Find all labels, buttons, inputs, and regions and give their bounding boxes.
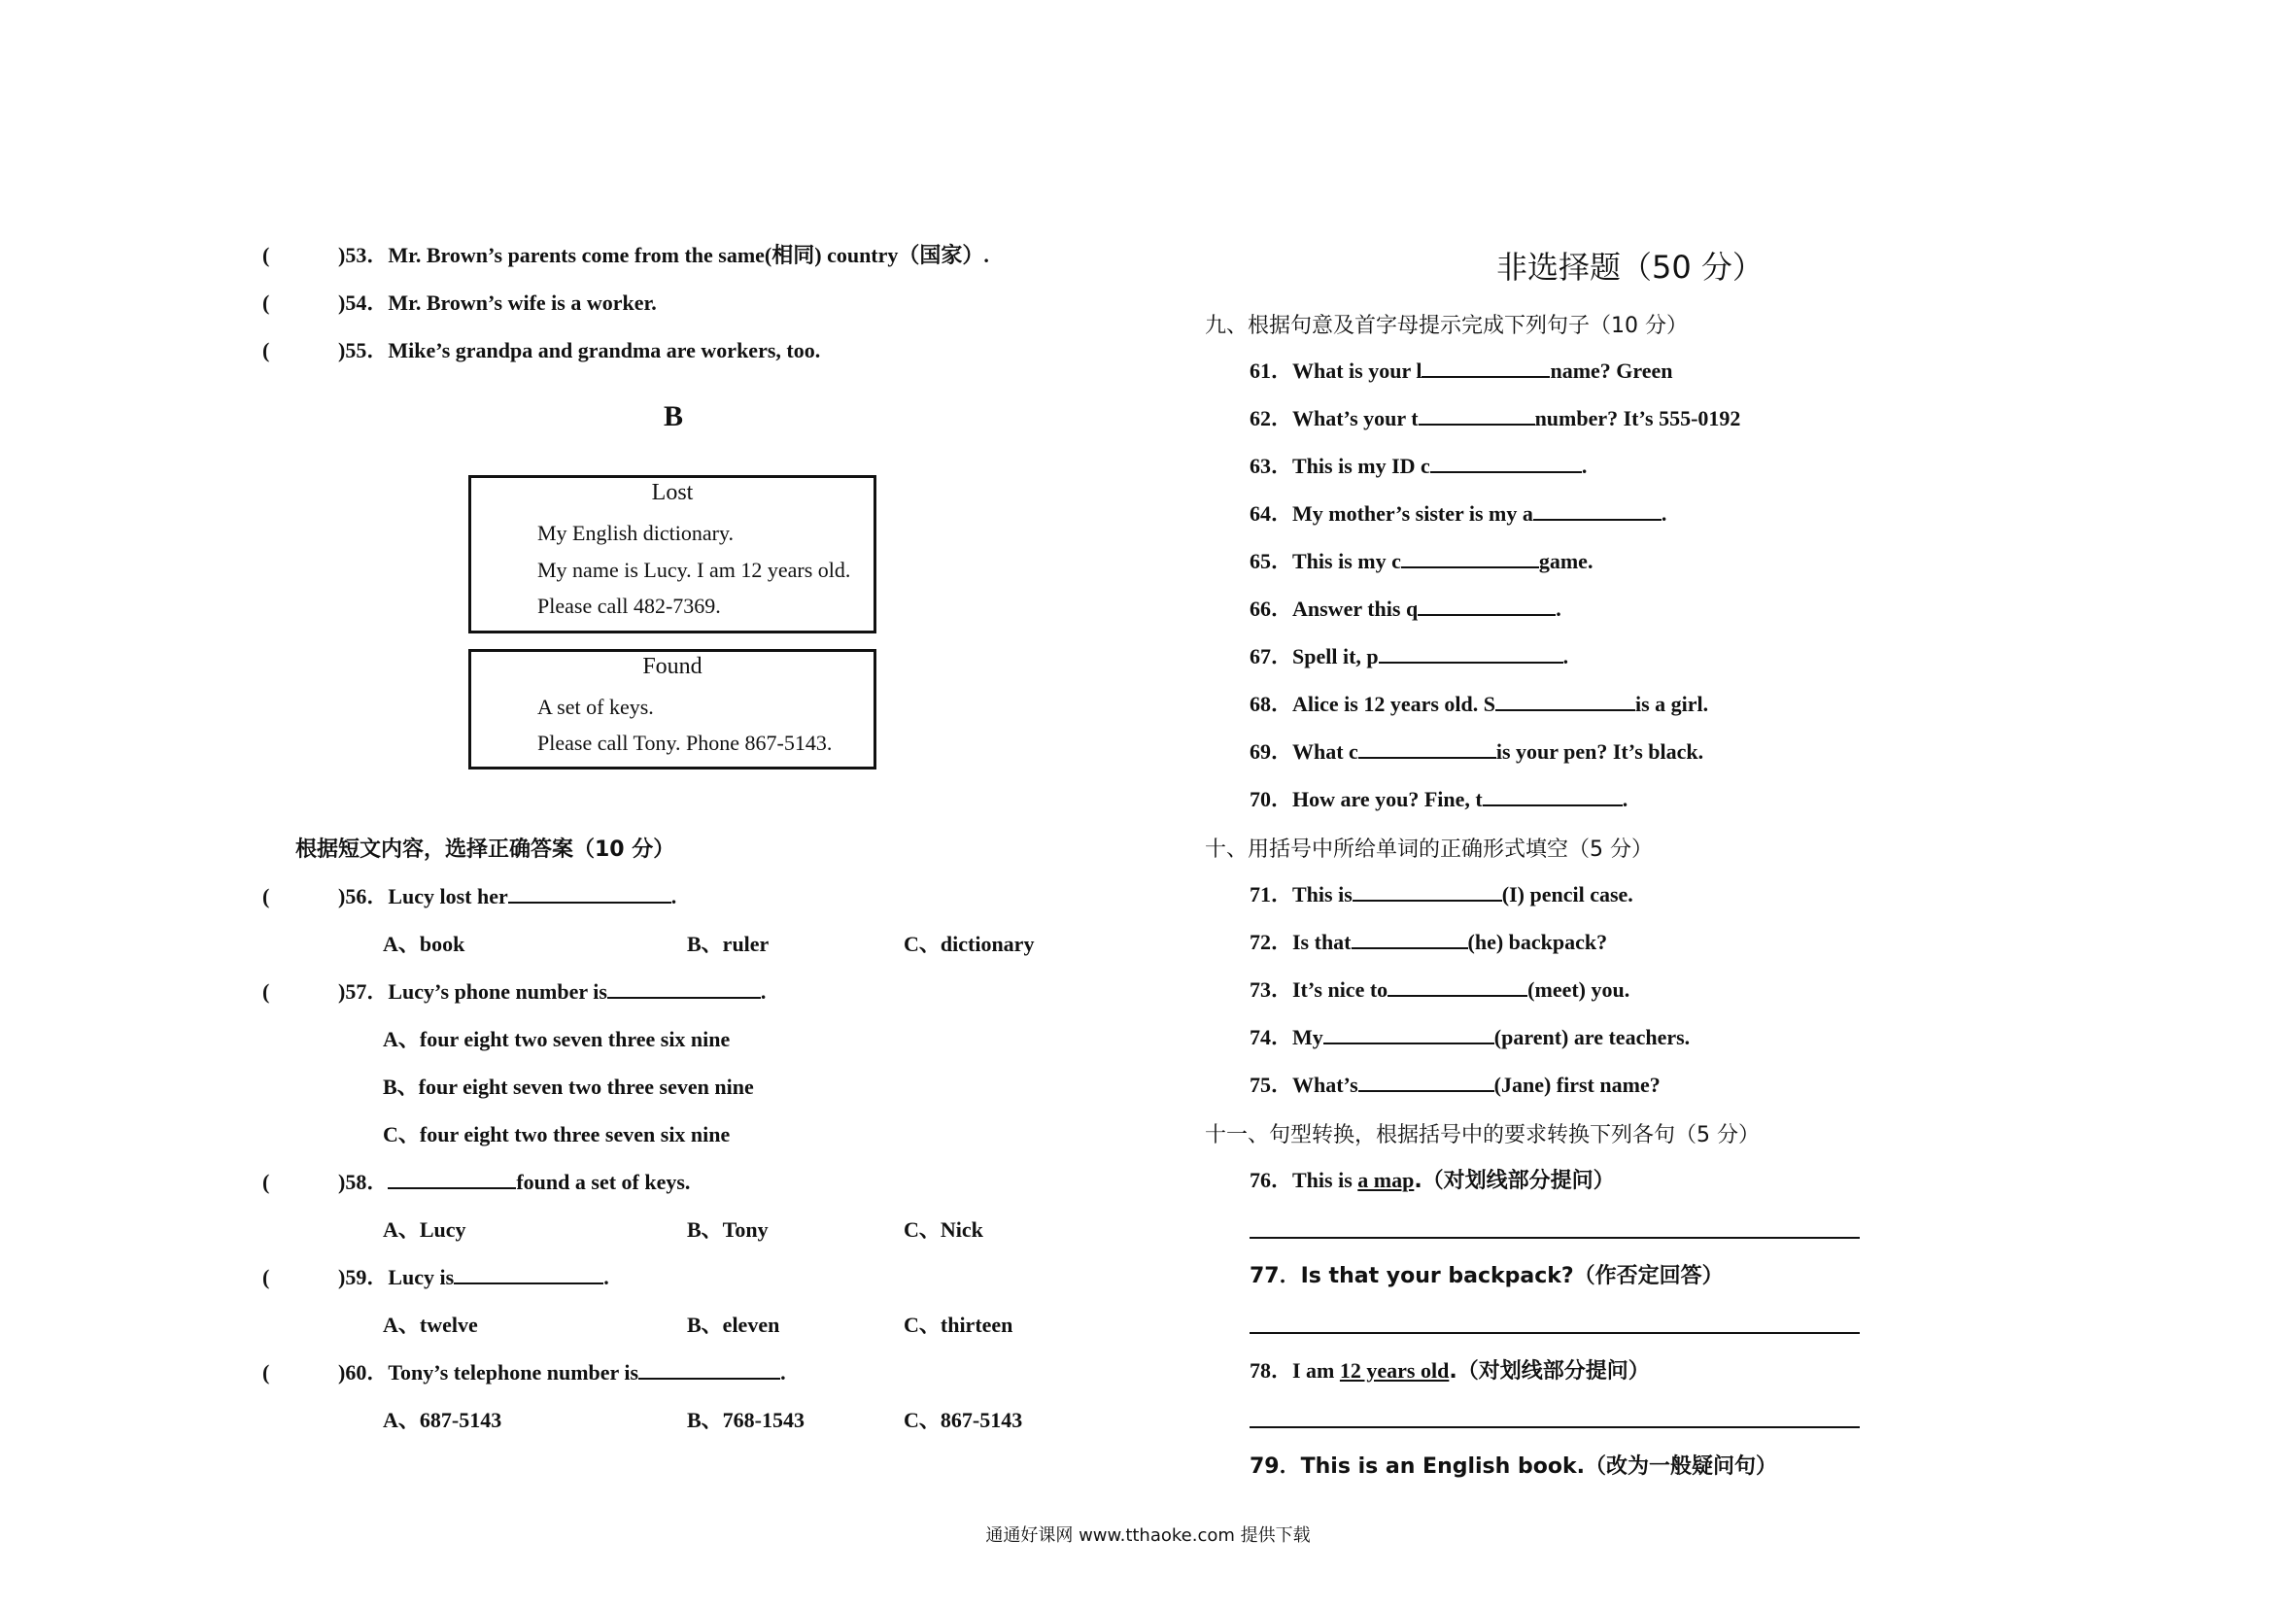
question-79: 79．This is an English book.（改为一般疑问句） [1250, 1454, 1777, 1479]
question-78: 78．I am 12 years old.（对划线部分提问） [1250, 1358, 1650, 1384]
option-c: C、four eight two three seven six nine [383, 1122, 731, 1146]
answer-blank[interactable] [1323, 1025, 1494, 1044]
answer-blank[interactable] [1430, 454, 1582, 473]
lost-line: My name is Lucy. I am 12 years old. [537, 558, 851, 582]
question-60: ( )60．Tony’s telephone number is . [262, 1360, 786, 1385]
option-a: A、Lucy [383, 1217, 466, 1242]
question-53: ( )53．Mr. Brown’s parents come from the same(相同) country（国家）. [262, 243, 989, 267]
answer-blank[interactable] [638, 1360, 780, 1380]
question-70: 70．How are you? Fine, t . [1250, 787, 1628, 811]
lost-title: Lost [651, 480, 694, 505]
section-11-heading: 十一、句型转换，根据括号中的要求转换下列各句（5 分） [1205, 1123, 1760, 1147]
option-c: C、867-5143 [904, 1408, 1023, 1432]
answer-blank[interactable] [388, 1170, 516, 1189]
option-a: A、book [383, 932, 465, 956]
question-62: 62．What’s your t number? It’s 555-0192 [1250, 406, 1741, 430]
option-a: A、four eight two seven three six nine [383, 1027, 731, 1051]
option-b: B、Tony [687, 1217, 769, 1242]
answer-blank[interactable] [1352, 930, 1468, 949]
lost-notice [468, 475, 876, 633]
found-line: Please call Tony. Phone 867-5143. [537, 731, 833, 755]
option-a: A、687-5143 [383, 1408, 502, 1432]
answer-line[interactable] [1250, 1426, 1860, 1428]
question-65: 65．This is my c game. [1250, 549, 1593, 573]
question-55: ( )55．Mike’s grandpa and grandma are workers, too. [262, 338, 821, 362]
answer-blank[interactable] [1358, 1073, 1494, 1092]
option-a: A、twelve [383, 1313, 478, 1337]
question-75: 75．What’s (Jane) first name? [1250, 1073, 1661, 1097]
answer-line[interactable] [1250, 1332, 1860, 1334]
question-61: 61．What is your l name? Green [1250, 359, 1673, 383]
answer-line[interactable] [1250, 1237, 1860, 1239]
answer-blank[interactable] [1379, 644, 1563, 664]
section-title: 非选择题（50 分） [1496, 249, 1764, 286]
answer-blank[interactable] [1419, 406, 1535, 426]
option-b: B、eleven [687, 1313, 780, 1337]
answer-blank[interactable] [508, 884, 671, 904]
answer-blank[interactable] [1388, 977, 1527, 997]
question-64: 64．My mother’s sister is my a . [1250, 501, 1667, 526]
found-line: A set of keys. [537, 695, 654, 719]
question-69: 69．What c is your pen? It’s black. [1250, 739, 1704, 764]
option-c: C、Nick [904, 1217, 983, 1242]
footer-credit: 通通好课网 www.tthaoke.com 提供下载 [985, 1525, 1311, 1546]
question-59: ( )59．Lucy is . [262, 1265, 609, 1289]
option-c: C、dictionary [904, 932, 1035, 956]
answer-blank[interactable] [1422, 359, 1550, 378]
reading-instruction: 根据短文内容，选择正确答案（10 分） [295, 838, 675, 862]
option-b: B、ruler [687, 932, 770, 956]
question-68: 68．Alice is 12 years old. S is a girl. [1250, 692, 1709, 716]
answer-blank[interactable] [1353, 882, 1502, 902]
question-71: 71．This is (I) pencil case. [1250, 882, 1633, 906]
answer-blank[interactable] [1418, 597, 1556, 616]
answer-blank[interactable] [1358, 739, 1496, 759]
option-c: C、thirteen [904, 1313, 1013, 1337]
question-72: 72．Is that (he) backpack? [1250, 930, 1608, 954]
question-77: 77．Is that your backpack?（作否定回答） [1250, 1264, 1724, 1288]
answer-blank[interactable] [1401, 549, 1539, 568]
answer-blank[interactable] [1483, 787, 1623, 806]
question-57: ( )57．Lucy’s phone number is . [262, 979, 767, 1004]
question-76: 76．This is a map.（对划线部分提问） [1250, 1168, 1615, 1193]
answer-blank[interactable] [607, 979, 761, 999]
question-58: ( )58． found a set of keys. [262, 1170, 691, 1194]
section-10-heading: 十、用括号中所给单词的正确形式填空（5 分） [1205, 838, 1653, 862]
option-b: B、four eight seven two three seven nine [383, 1075, 754, 1099]
found-title: Found [642, 654, 703, 679]
question-74: 74．My (parent) are teachers. [1250, 1025, 1691, 1049]
option-b: B、768-1543 [687, 1408, 805, 1432]
question-56: ( )56．Lucy lost her . [262, 884, 677, 908]
section-9-heading: 九、根据句意及首字母提示完成下列句子（10 分） [1205, 314, 1688, 338]
question-67: 67．Spell it, p . [1250, 644, 1569, 668]
lost-line: Please call 482-7369. [537, 594, 721, 618]
answer-blank[interactable] [1533, 501, 1662, 521]
question-63: 63．This is my ID c . [1250, 454, 1588, 478]
question-54: ( )54．Mr. Brown’s wife is a worker. [262, 291, 657, 315]
question-66: 66．Answer this q . [1250, 597, 1561, 621]
answer-blank[interactable] [1495, 692, 1635, 711]
lost-line: My English dictionary. [537, 521, 735, 545]
answer-blank[interactable] [454, 1265, 603, 1284]
found-notice [468, 649, 876, 769]
question-73: 73．It’s nice to (meet) you. [1250, 977, 1630, 1002]
section-b-heading: B [664, 400, 684, 432]
